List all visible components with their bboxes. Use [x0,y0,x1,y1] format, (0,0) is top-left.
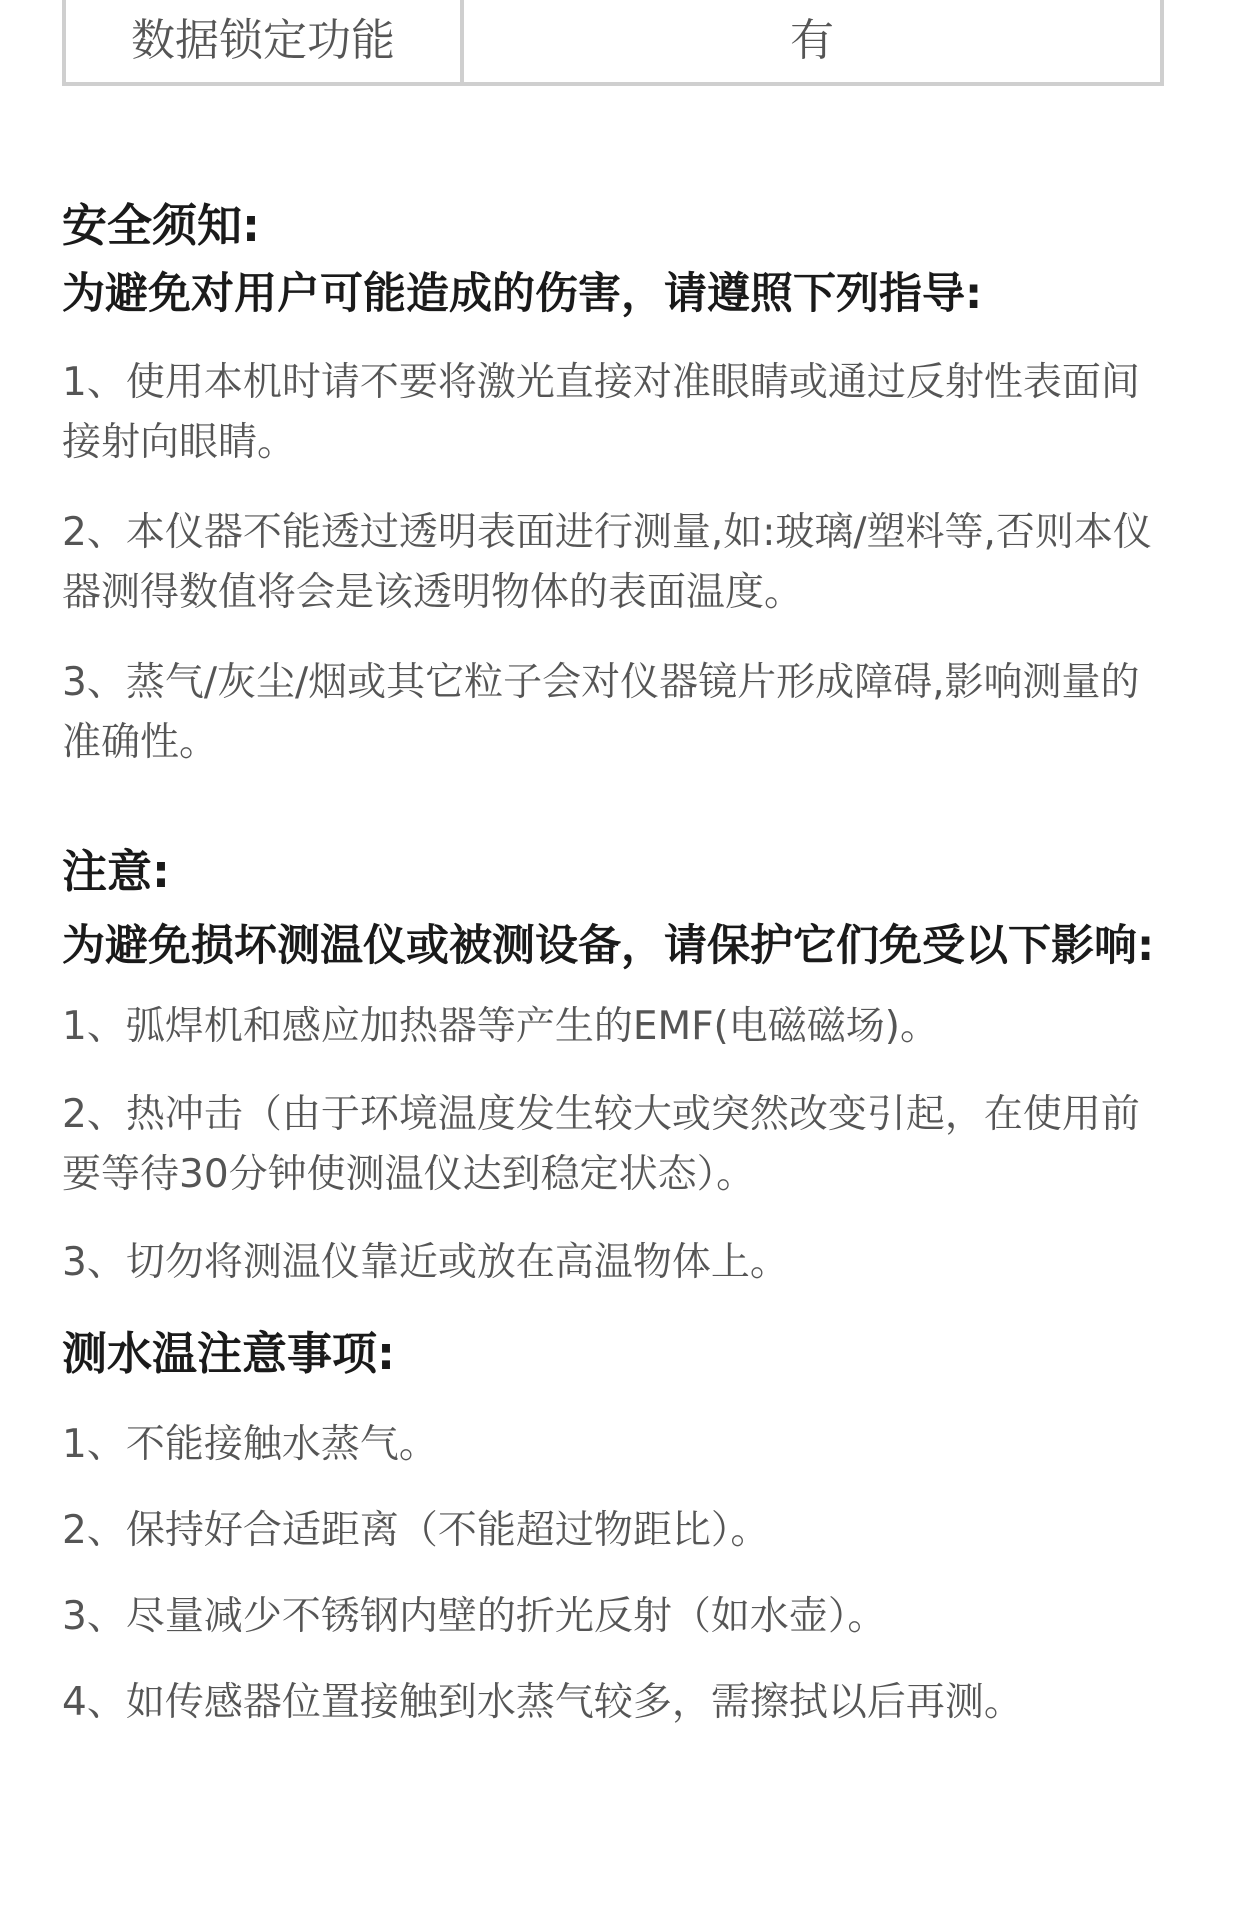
list-item: 4、如传感器位置接触到水蒸气较多，需擦拭以后再测。 [62,1680,1023,1725]
list-item: 2、热冲击（由于环境温度发生较大或突然改变引起，在使用前要等待30分钟使测温仪达到稳定状态）。 [62,1092,1140,1197]
safety-title: 安全须知: [62,199,260,252]
list-item: 3、尽量减少不锈钢内壁的折光反射（如水壶）。 [62,1594,887,1639]
spec-row-label: 数据锁定功能 [66,0,464,82]
caution-section [62,841,1172,1293]
list-item: 1、不能接触水蒸气。 [62,1422,438,1467]
instructions-content [62,195,1172,1733]
spec-row-value: 有 [790,15,834,66]
list-item: 3、蒸气/灰尘/烟或其它粒子会对仪器镜片形成障碍,影响测量的准确性。 [62,660,1140,765]
caution-list [62,997,1172,1293]
list-item: 3、切勿将测温仪靠近或放在高温物体上。 [62,1240,789,1285]
spec-table [62,0,1164,86]
list-item: 1、弧焊机和感应加热器等产生的EMF(电磁磁场)。 [62,1004,939,1049]
safety-section [62,195,1172,773]
water-title: 测水温注意事项: [62,1327,395,1380]
list-item: 2、本仪器不能透过透明表面进行测量,如:玻璃/塑料等,否则本仪器测得数值将会是该透明物体的表面温度。 [62,510,1152,615]
caution-subtitle: 为避免损坏测温仪或被测设备，请保护它们免受以下影响: [62,921,1155,971]
water-section [62,1323,1172,1733]
caution-title: 注意: [62,845,170,898]
list-item: 2、保持好合适距离（不能超过物距比）。 [62,1508,770,1553]
safety-subtitle: 为避免对用户可能造成的伤害，请遵照下列指导: [62,269,983,319]
list-item: 1、使用本机时请不要将激光直接对准眼睛或通过反射性表面间接射向眼睛。 [62,360,1140,465]
water-list [62,1415,1172,1733]
safety-list [62,353,1172,773]
